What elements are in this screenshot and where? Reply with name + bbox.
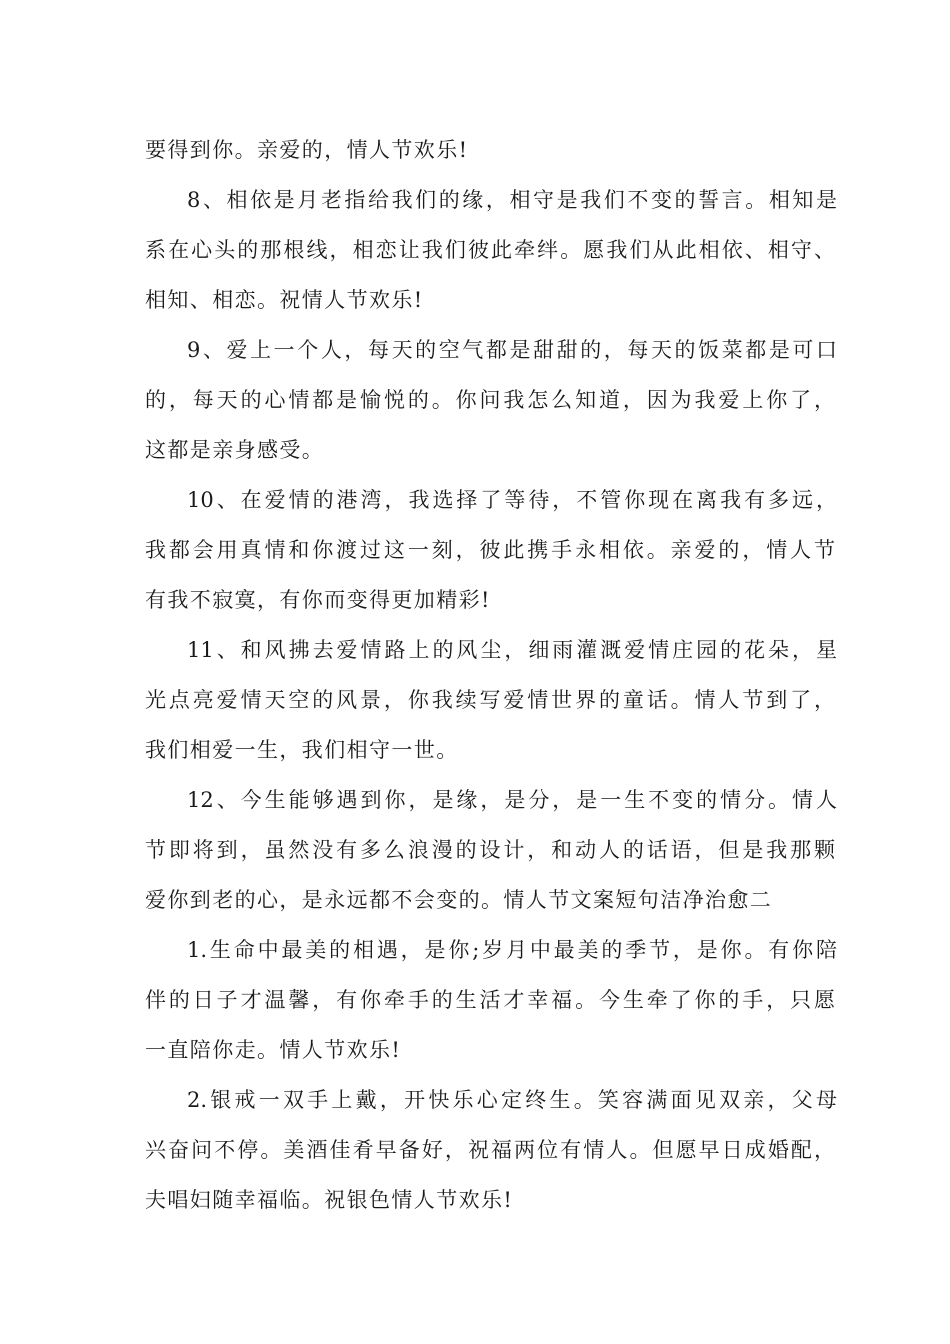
text-line: 9、爱上一个人，每天的空气都是甜甜的，每天的饭菜都是可口: [187, 338, 837, 362]
text-line: 兴奋问不停。美酒佳肴早备好，祝福两位有情人。但愿早日成婚配，: [145, 1138, 835, 1162]
text-line: 有我不寂寞，有你而变得更加精彩!: [145, 588, 491, 612]
text-line: 相知、相恋。祝情人节欢乐!: [145, 288, 424, 312]
text-line: 11、和风拂去爱情路上的风尘，细雨灌溉爱情庄园的花朵，星: [187, 638, 837, 662]
text-line: 我们相爱一生，我们相守一世。: [145, 738, 459, 762]
text-line: 节即将到，虽然没有多么浪漫的设计，和动人的话语，但是我那颗: [145, 838, 835, 862]
text-line: 伴的日子才温馨，有你牵手的生活才幸福。今生牵了你的手，只愿: [145, 988, 835, 1012]
text-line: 2.银戒一双手上戴，开快乐心定终生。笑容满面见双亲，父母: [187, 1088, 837, 1112]
text-line: 爱你到老的心，是永远都不会变的。情人节文案短句洁净治愈二: [145, 888, 773, 912]
text-line: 的，每天的心情都是愉悦的。你问我怎么知道，因为我爱上你了，: [145, 388, 835, 412]
text-line: 12、今生能够遇到你，是缘，是分，是一生不变的情分。情人: [187, 788, 837, 812]
text-line: 一直陪你走。情人节欢乐!: [145, 1038, 402, 1062]
text-line: 8、相依是月老指给我们的缘，相守是我们不变的誓言。相知是: [187, 188, 837, 212]
text-line: 系在心头的那根线，相恋让我们彼此牵绊。愿我们从此相依、相守、: [145, 238, 835, 262]
text-line: 光点亮爱情天空的风景，你我续写爱情世界的童话。情人节到了，: [145, 688, 835, 712]
text-line: 要得到你。亲爱的，情人节欢乐!: [145, 138, 469, 162]
text-line: 1.生命中最美的相遇，是你;岁月中最美的季节，是你。有你陪: [187, 938, 837, 962]
text-line: 这都是亲身感受。: [145, 438, 325, 462]
text-line: 10、在爱情的港湾，我选择了等待，不管你现在离我有多远，: [187, 488, 837, 512]
text-line: 夫唱妇随幸福临。祝银色情人节欢乐!: [145, 1188, 514, 1212]
text-line: 我都会用真情和你渡过这一刻，彼此携手永相依。亲爱的，情人节: [145, 538, 835, 562]
